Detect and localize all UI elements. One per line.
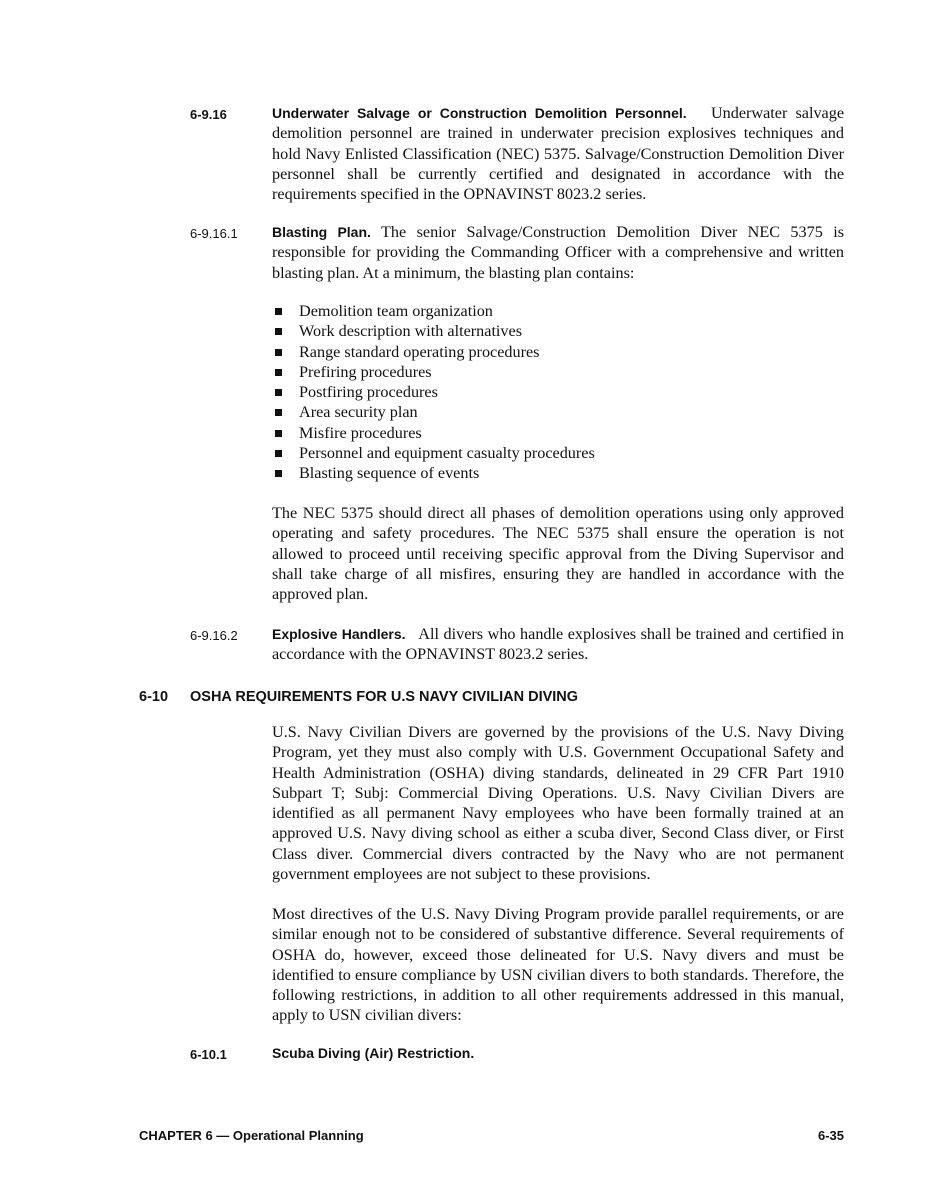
list-item: Postfiring procedures xyxy=(272,382,832,402)
section-heading: Blasting Plan. xyxy=(272,224,371,240)
section-heading: Underwater Salvage or Construction Demolition Personnel. xyxy=(272,105,687,121)
list-item: Personnel and equipment casualty procedures xyxy=(272,443,832,463)
bullet-square-icon xyxy=(275,349,282,356)
list-item: Range standard operating procedures xyxy=(272,342,832,362)
chapter-number: 6-10 xyxy=(139,689,169,705)
list-item: Blasting sequence of events xyxy=(272,463,832,483)
list-item: Prefiring procedures xyxy=(272,362,832,382)
section-heading: Explosive Handlers. xyxy=(272,626,406,642)
list-item: Area security plan xyxy=(272,402,832,422)
bullet-square-icon xyxy=(275,470,282,477)
osha-paragraph-1: U.S. Navy Civilian Divers are governed by the provisions of the U.S. Navy Diving Program, yet they must also comply with U.S. Government Occupational Safety and Health Administration (OSHA) diving standards, delineated in 29 CFR Part 1910 Subpart T; Subj: Commercial Diving Operations. U.S. Navy Civilian Divers are identified as all permanent Navy employees who have been formally trained at an approved U.S. Navy diving school as either a scuba diver, Second Class diver, or First Class diver. Commercial divers contracted by the Navy who are not permanent government employees are not subject to these provisions. xyxy=(272,723,844,884)
section-body: All divers who handle explosives shall be trained and certified in accordance with the OPNAVINST 8023.2 series. xyxy=(272,625,844,664)
section-6-9-16-2 xyxy=(272,624,844,665)
footer-page-number: 6-35 xyxy=(817,1128,844,1143)
osha-paragraph-2: Most directives of the U.S. Navy Diving Program provide parallel requirements, or are similar enough not to be considered of substantive difference. Several requirements of OSHA do, however, exceed those delineated for U.S. Navy divers and must be identified to ensure compliance by USN civilian divers to both standards. Therefore, the following restrictions, in addition to all other requirements addressed in this manual, apply to USN civilian divers: xyxy=(272,905,844,1025)
section-6-9-16-1 xyxy=(272,222,844,283)
bullet-square-icon xyxy=(275,328,282,335)
bullet-square-icon xyxy=(275,369,282,376)
section-6-9-16 xyxy=(272,103,844,204)
list-item: Work description with alternatives xyxy=(272,321,832,341)
section-number-6-9-16: 6-9.16 xyxy=(190,107,227,122)
bullet-square-icon xyxy=(275,389,282,396)
section-body: Underwater salvage demolition personnel are trained in underwater precision explosives techniques and hold Navy Enlisted Classification (NEC) 5375. Salvage/Construction Demolition Diver personnel shall be currently certified and designated in accordance with the requirements specified in the OPNAVINST 8023.2 series. xyxy=(272,104,845,204)
section-heading-6-10-1: Scuba Diving (Air) Restriction. xyxy=(272,1045,475,1061)
list-item: Misfire procedures xyxy=(272,423,832,443)
bullet-square-icon xyxy=(275,308,282,315)
chapter-title: OSHA REQUIREMENTS FOR U.S NAVY CIVILIAN DIVING xyxy=(190,689,579,705)
section-body: The senior Salvage/Construction Demolition Diver NEC 5375 is responsible for providing the Commanding Officer with a comprehensive and written blasting plan. At a minimum, the blasting plan contains: xyxy=(272,223,844,282)
bullet-square-icon xyxy=(275,430,282,437)
blasting-plan-list xyxy=(272,301,832,484)
bullet-square-icon xyxy=(275,409,282,416)
section-number-6-9-16-1: 6-9.16.1 xyxy=(190,226,238,241)
bullet-square-icon xyxy=(275,450,282,457)
section-number-6-9-16-2: 6-9.16.2 xyxy=(190,628,238,643)
list-item: Demolition team organization xyxy=(272,301,832,321)
section-number-6-10-1: 6-10.1 xyxy=(190,1047,227,1062)
blasting-plan-paragraph: The NEC 5375 should direct all phases of demolition operations using only approved operating and safety procedures. The NEC 5375 shall ensure the operation is not allowed to proceed until receiving specific approval from the Diving Supervisor and shall take charge of all misfires, ensuring they are handled in accordance with the approved plan. xyxy=(272,504,844,604)
footer-chapter: CHAPTER 6 — Operational Planning xyxy=(139,1128,364,1143)
